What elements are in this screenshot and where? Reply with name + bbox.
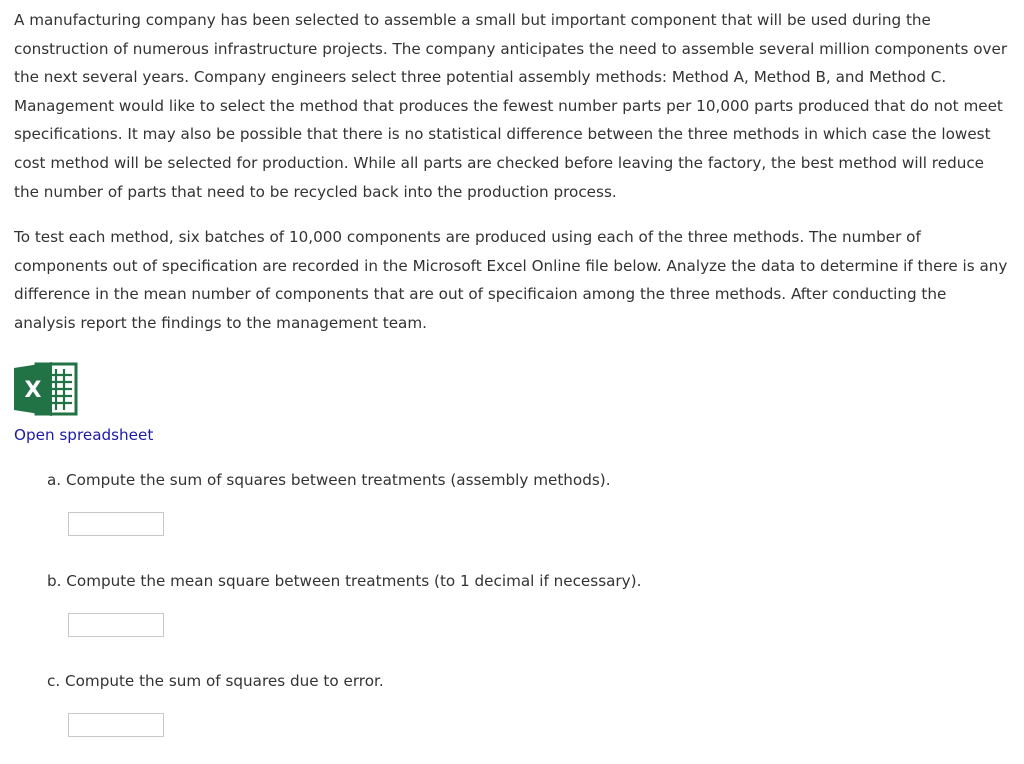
open-spreadsheet-link[interactable]: Open spreadsheet — [14, 425, 154, 444]
question-c — [47, 671, 1012, 737]
problem-paragraph-2: To test each method, six batches of 10,000 components are produced using each of the three methods. The number of components out of specification are recorded in the Microsoft Excel Online file below. Analyze the data to determine if there is any difference in the mean number of components that are out of specificaion among the three methods. After conducting the analysis report the findings to the management team. — [14, 228, 1008, 332]
question-b-letter: b. — [47, 571, 62, 590]
answer-c-input[interactable] — [68, 713, 164, 737]
problem-content — [14, 6, 1012, 737]
question-c-letter: c. — [47, 671, 61, 690]
problem-paragraph-1: A manufacturing company has been selected to assemble a small but important component that will be used during the construction of numerous infrastructure projects. The company anticipates the need to assemble several million components over the next several years. Company engineers select three potential assembly methods: Method A, Method B, and Method C. Management would like to select the method that produces the fewest number parts per 10,000 parts produced that do not meet specifications. It may also be possible that there is no statistical difference between the three methods in which case the lowest cost method will be selected for production. While all parts are checked before leaving the factory, the best method will reduce the number of parts that need to be recycled back into the production process. — [14, 11, 1008, 201]
question-a — [47, 470, 1012, 536]
question-c-text — [47, 671, 1012, 691]
excel-icon-letter: X — [24, 377, 42, 403]
answer-a-input[interactable] — [68, 512, 164, 536]
question-a-text — [47, 470, 1012, 490]
answer-b-input[interactable] — [68, 613, 164, 637]
question-b-prompt: Compute the mean square between treatments (to 1 decimal if necessary). — [66, 571, 642, 590]
question-a-letter: a. — [47, 470, 62, 489]
excel-icon[interactable] — [14, 360, 78, 418]
question-a-prompt: Compute the sum of squares between treatments (assembly methods). — [65, 470, 611, 489]
question-b — [47, 571, 1012, 637]
question-b-text — [47, 571, 1012, 591]
question-c-prompt: Compute the sum of squares due to error. — [65, 671, 384, 690]
